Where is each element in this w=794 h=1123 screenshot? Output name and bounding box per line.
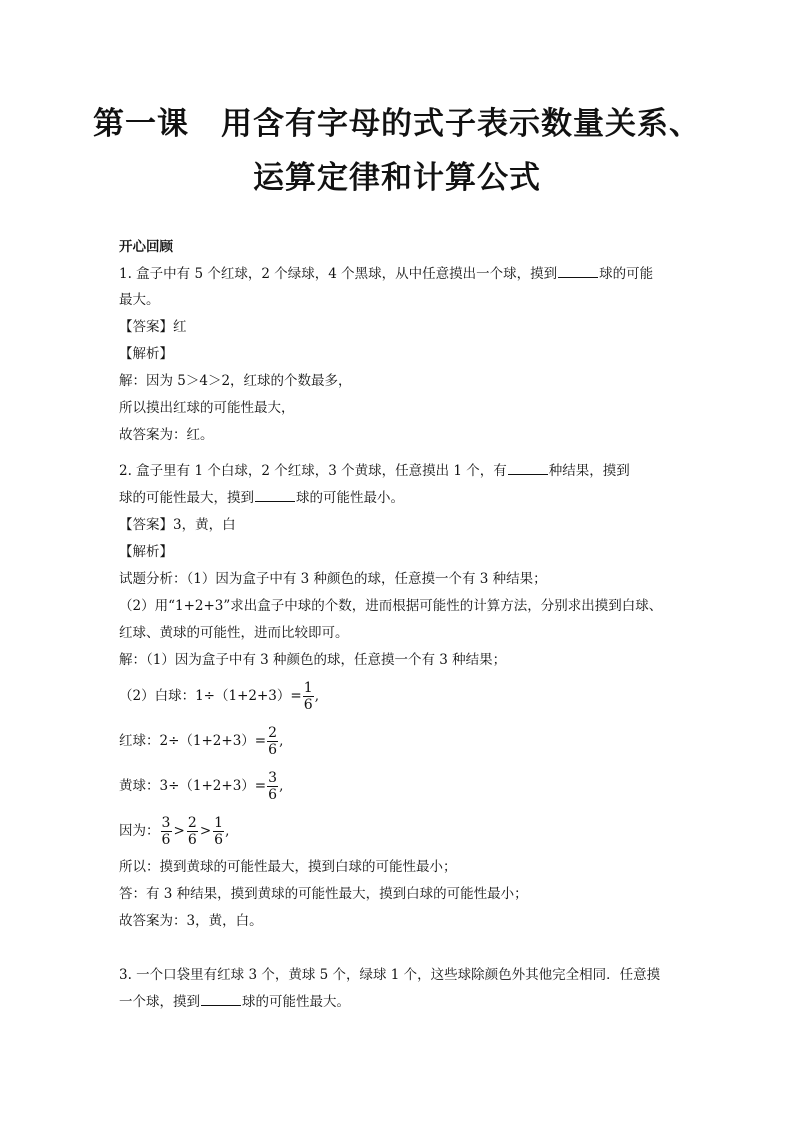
q2-text-line2 (119, 489, 404, 507)
q2-analysis-label: 【解析】 (119, 544, 173, 560)
q2-comparison (119, 815, 229, 848)
q2-yellow-calc (119, 770, 283, 803)
q3-text-2b: 球的可能性最大。 (242, 994, 350, 1010)
white-den: 6 (303, 697, 313, 713)
q2-final: 故答案为：3，黄，白。 (119, 913, 263, 929)
q2-analysis-3: 红球、黄球的可能性，进而比较即可。 (119, 625, 349, 641)
q1-text: 1. 盒子中有 5 个红球，2 个绿球，4 个黑球，从中任意摸出一个球，摸到 (119, 266, 558, 282)
q2-text-mid: 种结果，摸到 (548, 463, 630, 479)
because-label: 因为： (119, 823, 160, 839)
q3-text-line1: 3. 一个口袋里有红球 3 个，黄球 5 个，绿球 1 个，这些球除颜色外其他完全相同．任意摸 (119, 967, 661, 983)
q2-analysis-2: （2）用“1+2+3”求出盒子中球的个数，进而根据可能性的计算方法，分别求出摸到白球、 (119, 598, 663, 614)
yellow-den: 6 (268, 787, 278, 803)
red-comma: , (279, 733, 284, 749)
red-fraction (267, 725, 278, 758)
red-num: 2 (268, 725, 278, 741)
q2-so: 所以：摸到黄球的可能性最大，摸到白球的可能性最小； (119, 859, 457, 875)
q1-solution-1: 解：因为 5＞4＞2，红球的个数最多， (119, 373, 352, 389)
red-den: 6 (268, 742, 278, 758)
section-heading: 开心回顾 (119, 239, 173, 255)
gt-sign-2: > (199, 823, 212, 839)
q2-white-calc (119, 680, 319, 713)
yellow-comma: , (279, 778, 284, 794)
page-title-line1: 第一课 用含有字母的式子表示数量关系、 (93, 106, 701, 142)
cmp-num-1: 3 (161, 815, 171, 831)
white-num: 1 (303, 680, 313, 696)
cmp-num-2: 2 (187, 815, 197, 831)
q1-analysis-label: 【解析】 (119, 346, 173, 362)
yellow-label: 黄球：3÷（1+2+3）= (119, 778, 267, 794)
cmp-num-3: 1 (214, 815, 224, 831)
q1-text-line2: 最大。 (119, 292, 160, 308)
q1-answer: 【答案】红 (119, 319, 187, 335)
q1-solution-3: 故答案为：红。 (119, 427, 214, 443)
q3-text-line2 (119, 993, 350, 1011)
q2-text-line1 (119, 462, 630, 480)
q2-analysis-1: 试题分析：（1）因为盒子中有 3 种颜色的球，任意摸一个有 3 种结果； (119, 571, 547, 587)
q1-solution-2: 所以摸出红球的可能性最大， (119, 400, 295, 416)
cmp-fraction-2 (187, 815, 198, 848)
cmp-den-1: 6 (161, 832, 171, 848)
q3-text-2a: 一个球，摸到 (119, 994, 200, 1010)
q2-red-calc (119, 725, 283, 758)
q2-blank-2 (255, 489, 295, 502)
q2-answer-statement: 答：有 3 种结果，摸到黄球的可能性最大，摸到白球的可能性最小； (119, 886, 528, 902)
q2-text: 2. 盒子里有 1 个白球，2 个红球，3 个黄球，任意摸出 1 个，有 (119, 463, 507, 479)
q2-text-2b: 球的可能性最小。 (296, 490, 404, 506)
q2-text-2a: 球的可能性最大，摸到 (119, 490, 254, 506)
cmp-comma: , (225, 823, 230, 839)
cmp-fraction-1 (161, 815, 172, 848)
q2-solution-1: 解：（1）因为盒子中有 3 种颜色的球，任意摸一个有 3 种结果； (119, 652, 507, 668)
gt-sign-1: > (173, 823, 185, 839)
yellow-fraction (267, 770, 278, 803)
cmp-fraction-3 (213, 815, 224, 848)
q1-blank (558, 265, 598, 278)
cmp-den-2: 6 (187, 832, 197, 848)
q2-blank-1 (508, 462, 548, 475)
white-label: （2）白球：1÷（1+2+3）= (119, 688, 302, 704)
cmp-den-3: 6 (214, 832, 224, 848)
q1-text-line1 (119, 265, 653, 283)
white-fraction (303, 680, 314, 713)
q2-answer: 【答案】3，黄，白 (119, 517, 236, 533)
q3-blank (201, 993, 241, 1006)
q1-text-end: 球的可能 (599, 266, 654, 282)
white-comma: , (314, 688, 319, 704)
red-label: 红球：2÷（1+2+3）= (119, 733, 267, 749)
yellow-num: 3 (268, 770, 278, 786)
page-title-line2: 运算定律和计算公式 (253, 160, 541, 196)
